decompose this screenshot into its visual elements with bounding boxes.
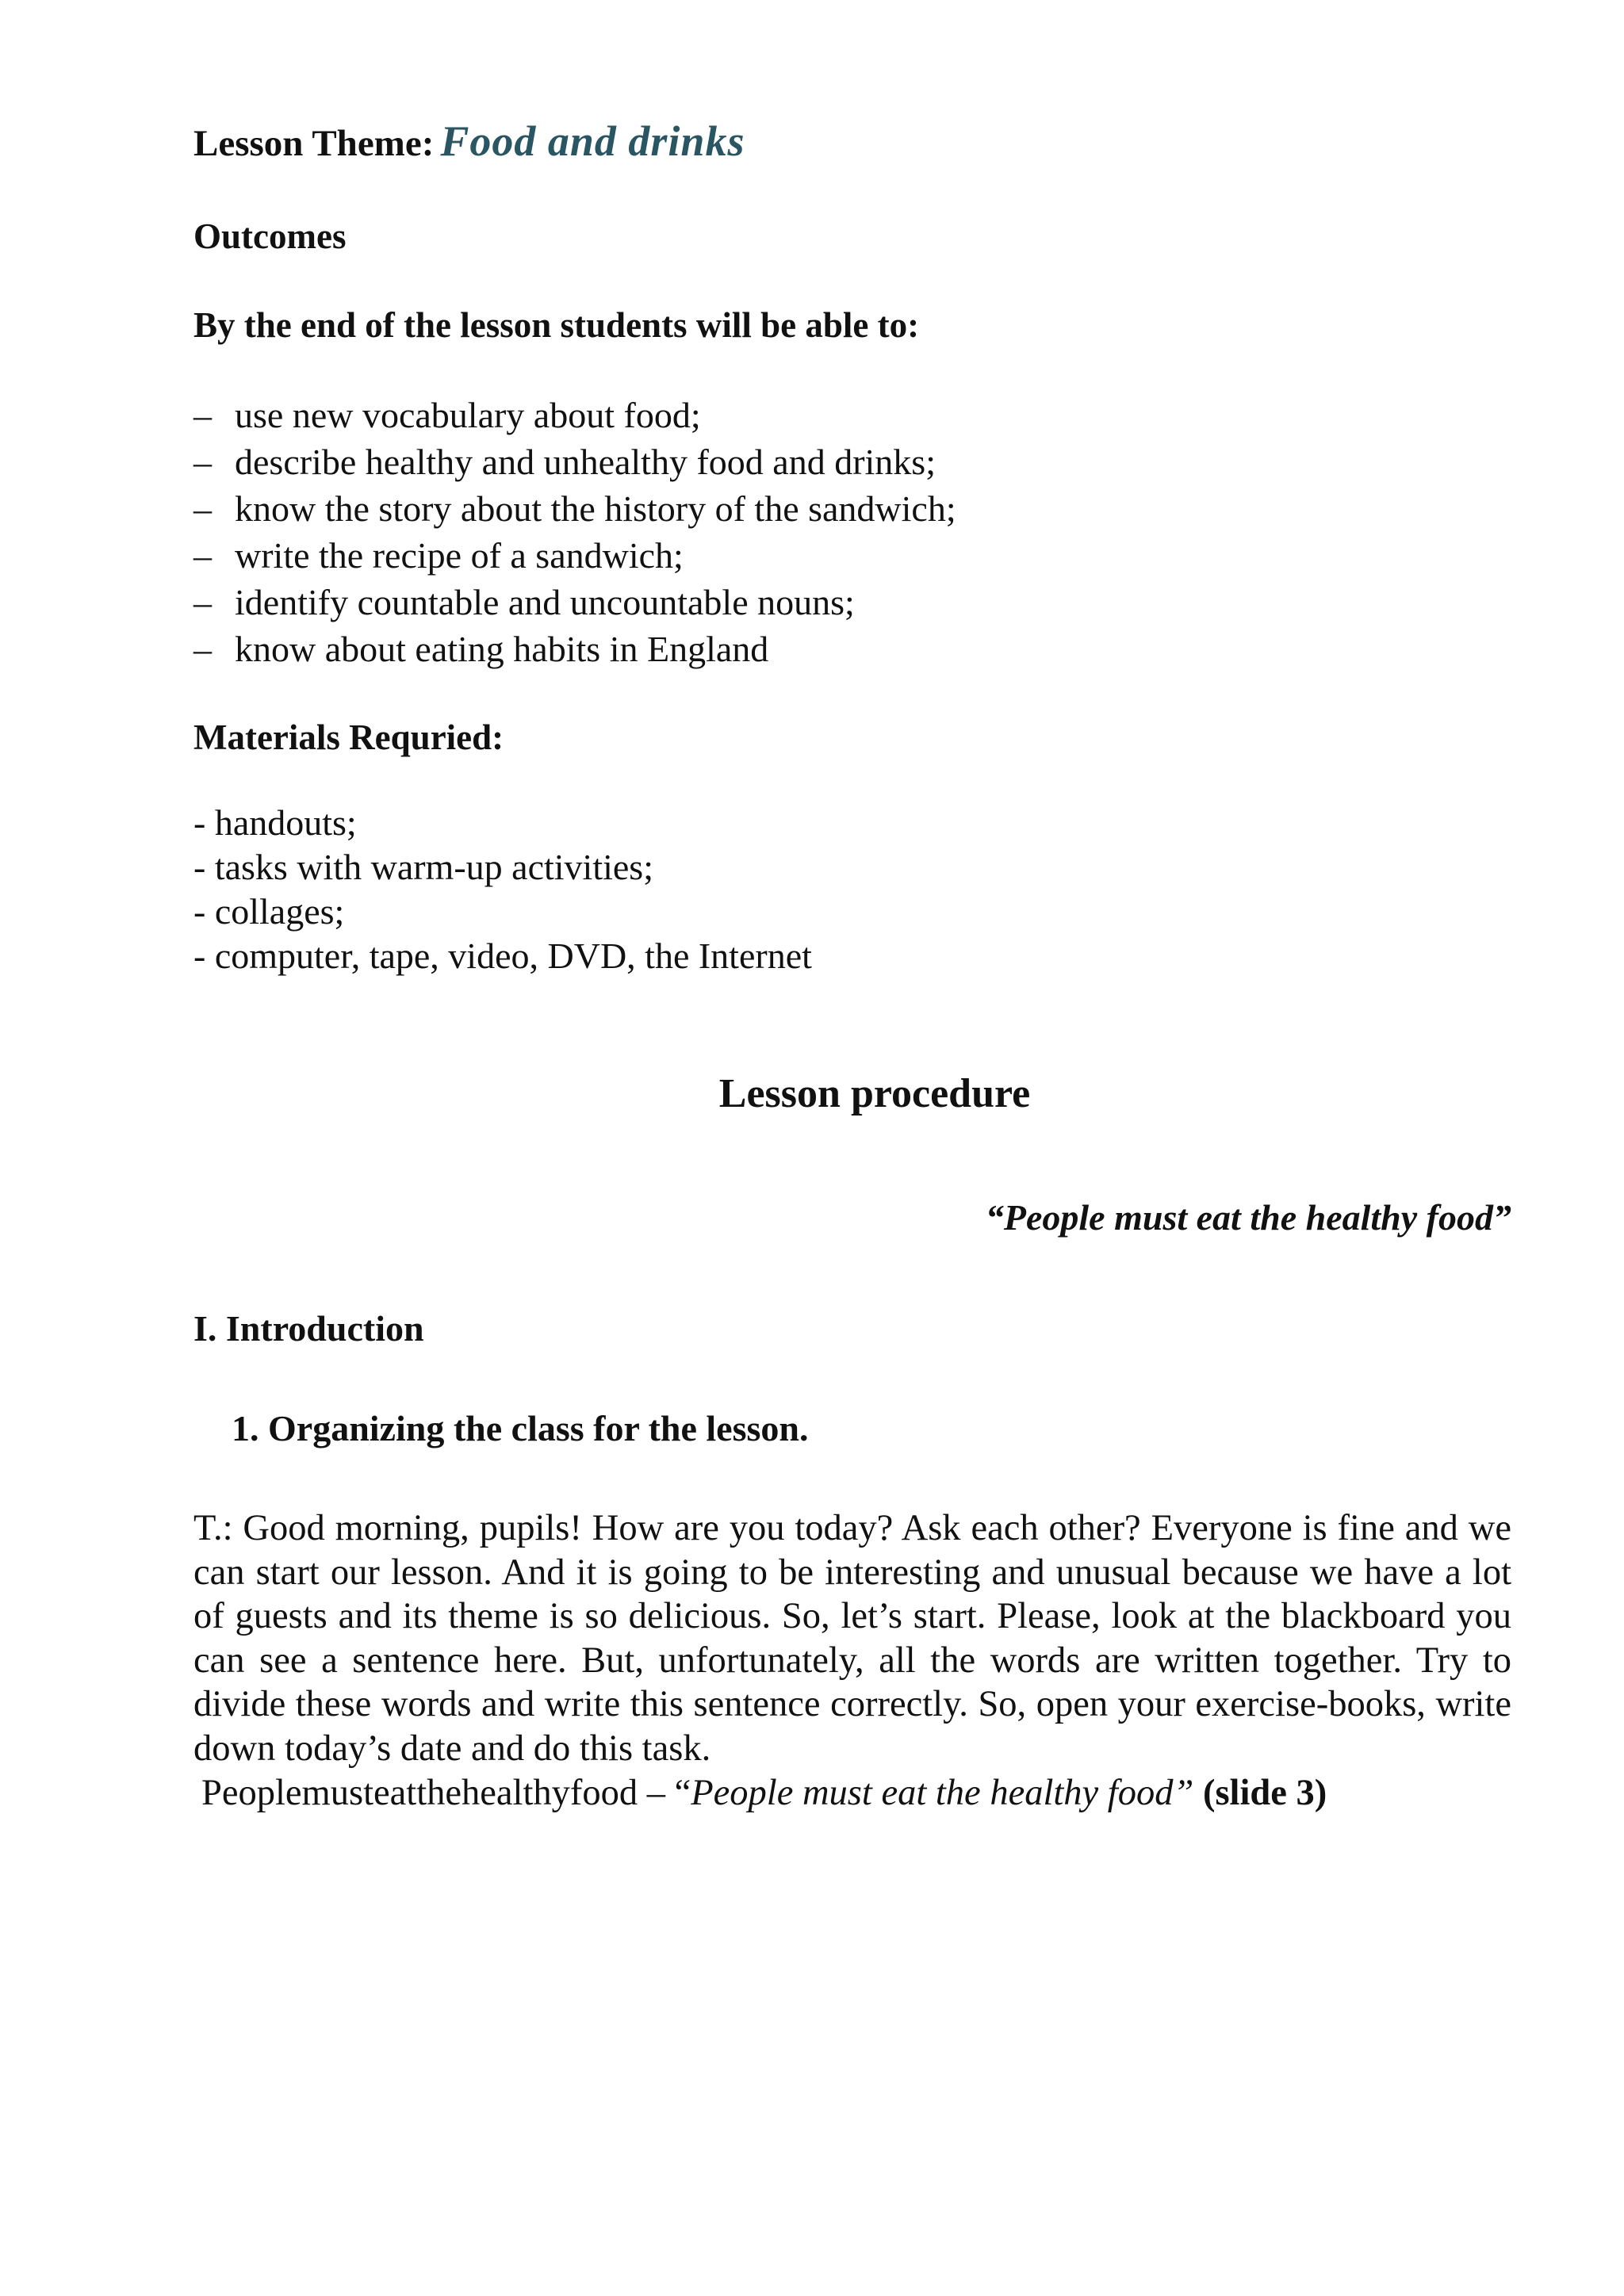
- theme-value: Food and drinks: [440, 117, 745, 165]
- outcome-item: – identify countable and uncountable nouns;: [193, 579, 956, 626]
- outcome-item: – use new vocabulary about food;: [193, 392, 956, 438]
- outcomes-list: [193, 392, 956, 672]
- section-introduction: I. Introduction: [193, 1308, 424, 1349]
- list-bullet: –: [193, 395, 212, 435]
- outcome-item: – know the story about the history of the sandwich;: [193, 485, 956, 532]
- lesson-motto: “People must eat the healthy food”: [985, 1197, 1511, 1238]
- list-bullet: –: [193, 442, 212, 482]
- outcome-item: – describe healthy and unhealthy food and drinks;: [193, 438, 956, 485]
- example-dash: – “: [638, 1773, 691, 1813]
- list-bullet: –: [193, 488, 212, 529]
- materials-heading: Materials Requried:: [193, 718, 504, 757]
- teacher-paragraph: T.: Good morning, pupils! How are you today? Ask each other? Everyone is fine and we can start our lesson. And it is going to be interesting and unusual because we have a lot of guests and its theme is so delicious. So, let’s start. Please, look at the blackboard you can see a sentence here. But, unfortunately, all the words are written together. Try to divide these words and write this sentence correctly. So, open your exercise-books, write down today’s date and do this task.: [193, 1508, 1511, 1769]
- outcomes-heading: Outcomes: [193, 216, 347, 256]
- lesson-theme-line: [193, 116, 745, 169]
- example-line: [201, 1770, 1327, 1817]
- example-sentence: People must eat the healthy food”: [691, 1773, 1194, 1813]
- outcome-item: – know about eating habits in England: [193, 626, 956, 672]
- list-bullet: –: [193, 535, 212, 576]
- theme-label: Lesson Theme:: [193, 123, 435, 164]
- list-bullet: –: [193, 629, 212, 669]
- material-item: - collages;: [193, 891, 345, 932]
- procedure-title: Lesson procedure: [718, 1071, 1031, 1116]
- material-item: - computer, tape, video, DVD, the Internet: [193, 936, 812, 976]
- example-joined: Peoplemusteatthehealthyfood: [201, 1773, 638, 1813]
- materials-list: [193, 801, 812, 978]
- material-item: - handouts;: [193, 802, 357, 843]
- outcome-item: – write the recipe of a sandwich;: [193, 532, 956, 579]
- outcomes-intro: By the end of the lesson students will be able to:: [193, 305, 920, 345]
- material-item: - tasks with warm-up activities;: [193, 847, 653, 887]
- slide-reference: (slide 3): [1202, 1773, 1327, 1813]
- list-bullet: –: [193, 582, 212, 622]
- step-organizing: 1. Organizing the class for the lesson.: [232, 1408, 809, 1448]
